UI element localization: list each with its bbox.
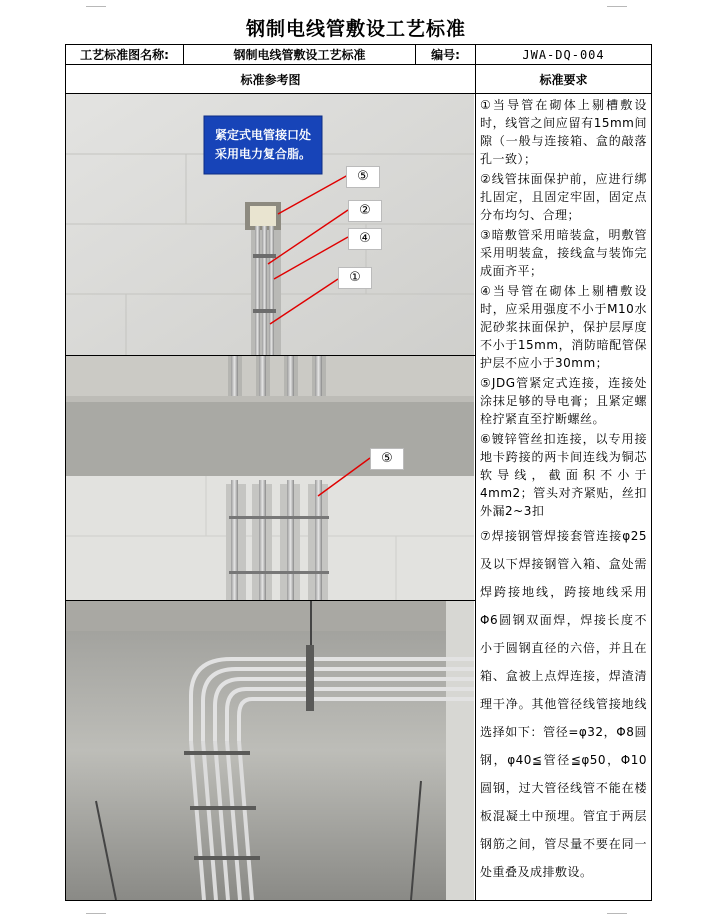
photo-ceiling-conduits-image xyxy=(66,601,474,900)
callout-marker: ⑤ xyxy=(346,166,380,188)
reference-column-header: 标准参考图 xyxy=(66,65,476,94)
corner-mark xyxy=(86,6,106,7)
photo-conduit-box xyxy=(66,94,475,356)
requirement-item: ③暗敷管采用暗装盒，明敷管采用明装盒，接线盒与装饰完成面齐平； xyxy=(480,228,647,278)
name-value: 钢制电线管敷设工艺标准 xyxy=(184,45,416,65)
requirement-item: ①当导管在砌体上剔槽敷设时，线管之间应留有15mm间隙（一般与连接箱、盒的敲落孔一致）； xyxy=(480,98,647,166)
requirement-item: ②线管抹面保护前，应进行绑扎固定，且固定牢固，固定点分布均匀、合理； xyxy=(480,172,647,222)
content-row xyxy=(66,94,652,901)
column-header-row xyxy=(66,65,652,94)
requirement-item: ⑤JDG管紧定式连接，连接处涂抹足够的导电膏；且紧定螺栓拧紧直至拧断螺丝。 xyxy=(480,376,647,426)
code-value: JWA-DQ-004 xyxy=(476,45,652,65)
code-label: 编号: xyxy=(416,45,476,65)
corner-mark xyxy=(607,6,627,7)
standard-table xyxy=(65,44,652,901)
photo-conduit-box-image xyxy=(66,94,474,355)
callout-marker: ① xyxy=(338,267,372,289)
photo-beam-conduits-image xyxy=(66,356,474,600)
requirements-cell xyxy=(476,94,652,901)
corner-mark xyxy=(86,913,106,914)
requirements-column-header: 标准要求 xyxy=(476,65,652,94)
callout-marker: ④ xyxy=(348,228,382,250)
requirement-item: ⑦焊接钢管焊接套管连接φ25及以下焊接钢管入箱、盒处需焊跨接地线，跨接地线采用Φ6圆钢双面焊，焊接长度不小于圆钢直径的六倍，并且在箱、盒被上点焊连接，焊渣清理干净。其他管径线管接地线选择如下：管径=φ32，Φ8圆钢，φ40≦管径≦φ50，Φ10圆钢，过大管径线管不能在楼板混凝土中预埋。管宜于两层钢筋之间，管尽量不要在同一处重叠及成排敷设。 xyxy=(480,529,647,879)
photo-beam-conduits xyxy=(66,356,475,601)
sign-line-1: 紧定式电管接口处 xyxy=(214,128,312,142)
requirement-item: ④当导管在砌体上剔槽敷设时，应采用强度不小于M10水泥砂浆抹面保护，保护层厚度不小于15mm，消防暗配管保护层不应小于30mm； xyxy=(480,284,647,370)
reference-photos-cell xyxy=(66,94,476,901)
sign-line-2: 采用电力复合脂。 xyxy=(214,147,312,161)
name-label: 工艺标准图名称: xyxy=(66,45,184,65)
callout-marker: ⑤ xyxy=(370,448,404,470)
callout-marker: ② xyxy=(348,200,382,222)
document-title: 钢制电线管敷设工艺标准 xyxy=(245,18,466,40)
photo-ceiling-conduits xyxy=(66,601,475,900)
corner-mark xyxy=(607,913,627,914)
requirement-item: ⑥镀锌管丝扣连接，以专用接地卡跨接的两卡间连线为铜芯软导线，截面积不小于4mm2；管头对齐紧贴，丝扣外漏2~3扣 xyxy=(480,432,647,518)
header-row xyxy=(66,45,652,65)
